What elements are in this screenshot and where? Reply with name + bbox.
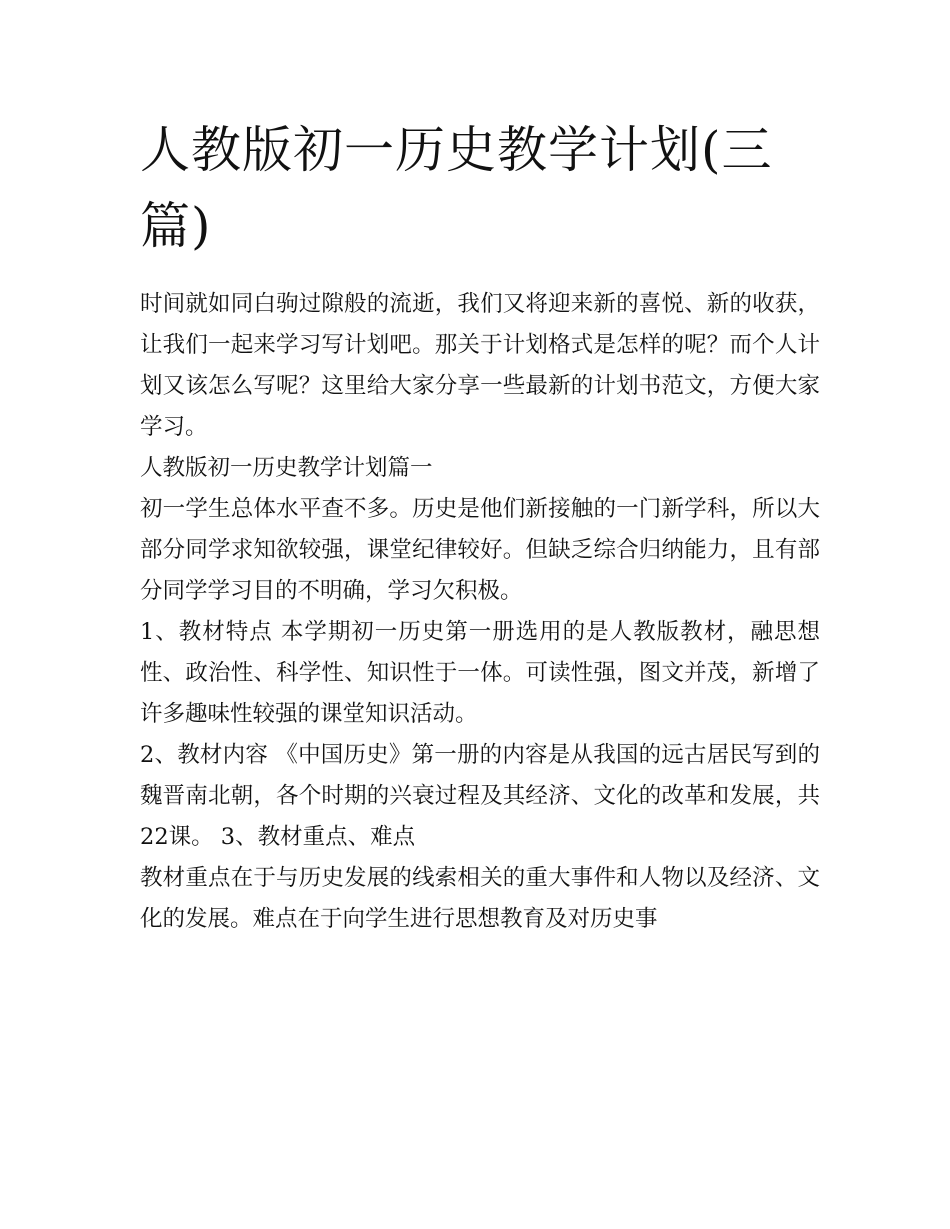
document-title: 人教版初一历史教学计划(三篇) (140, 121, 773, 255)
textbook-content-paragraph: 2、教材内容 《中国历史》第一册的内容是从我国的远古居民写到的魏晋南北朝，各个时期的兴衰过程及其经济、文化的改革和发展，共22课。 3、教材重点、难点 (140, 742, 820, 850)
student-analysis-paragraph: 初一学生总体水平查不多。历史是他们新接触的一门新学科，所以大部分同学求知欲较强，课堂纪律较好。但缺乏综合归纳能力，且有部分同学学习目的不明确，学习欠积极。 (140, 496, 820, 604)
textbook-features-paragraph: 1、教材特点 本学期初一历史第一册选用的是人教版教材，融思想性、政治性、科学性、知识性于一体。可读性强，图文并茂，新增了许多趣味性较强的课堂知识活动。 (140, 619, 820, 727)
document-body (140, 112, 820, 940)
intro-paragraph: 时间就如同白驹过隙般的流逝，我们又将迎来新的喜悦、新的收获，让我们一起来学习写计划吧。那关于计划格式是怎样的呢？而个人计划又该怎么写呢？这里给大家分享一些最新的计划书范文，方便大家学习。 (140, 291, 820, 440)
key-points-paragraph: 教材重点在于与历史发展的线索相关的重大事件和人物以及经济、文化的发展。难点在于向学生进行思想教育及对历史事 (140, 865, 820, 932)
title-spacer (140, 264, 820, 284)
section-heading: 人教版初一历史教学计划篇一 (140, 455, 433, 481)
